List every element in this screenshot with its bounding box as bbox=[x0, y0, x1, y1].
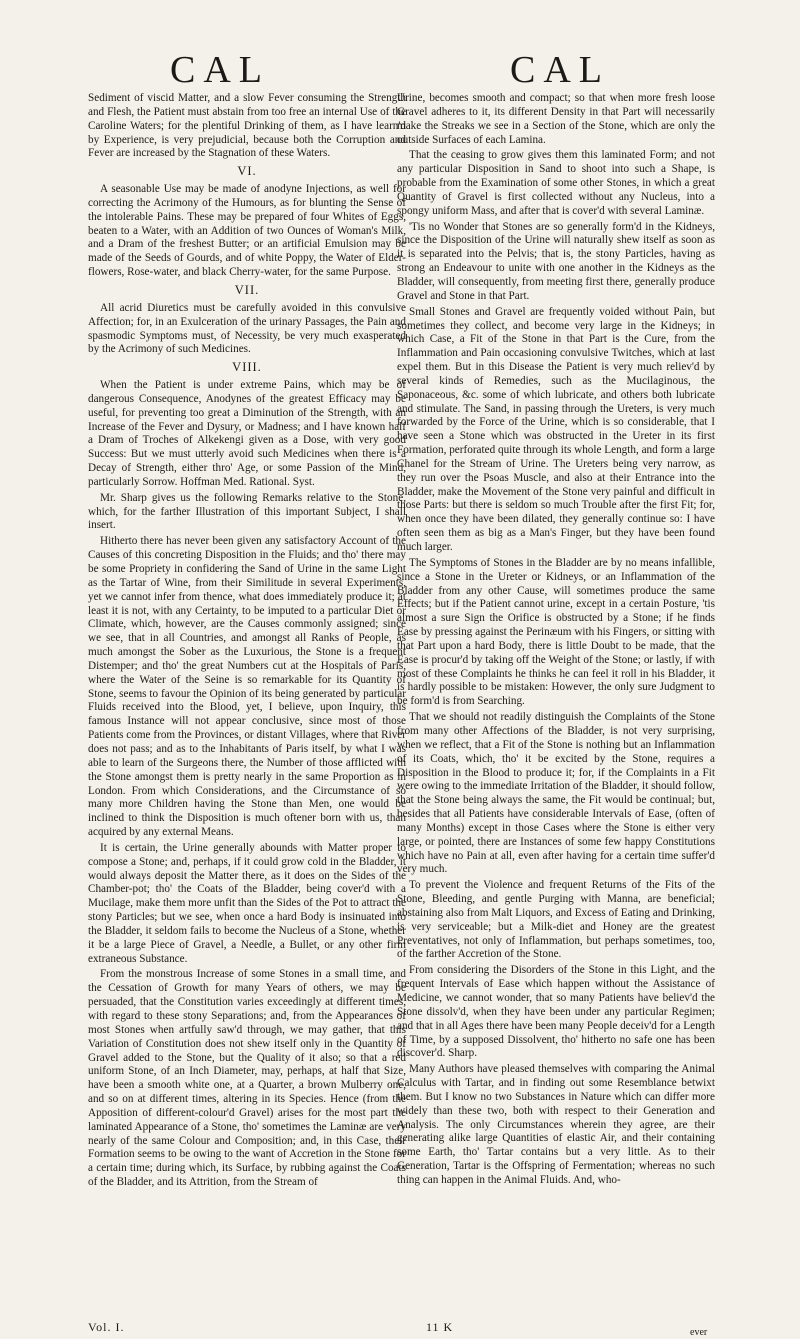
paragraph: That the ceasing to grow gives them this laminated Form; and not any particular Disposition in Sand to shoot into such a Shape, is probable from the Examination of some other Stones, in which a great Quantity of Gravel is first collected without any Nucleus, into a spongy uniform Mass, and after that is cover'd with several Laminæ. bbox=[397, 149, 715, 217]
paragraph: Hitherto there has never been given any satisfactory Account of the Causes of this concreting Disposition in the Fluids; and tho' there may be some Propriety in confidering the Sand of Urine in the same Light as the Tartar of Wine, from their Similitude in several Experiments, yet we cannot infer from thence, what does immediately produce it; at least it is not, with any Certainty, to be imputed to a particular Diet or Climate, which, however, are the Causes commonly assigned; since we see, that in all Countries, and amongst all Ranks of People, as much amongst the Sober as the Luxurious, the Stone is a frequent Distemper; and tho' the great Numbers cut at the Hospitals of Paris, where the Water of the Seine is so remarkable for its Quantity of Stone, seems to favour the Opinion of its being generated by particular Fluids received into the Blood, yet, I believe, upon Inquiry, this famous Instance will not appear conclusive, since most of those Patients come from the Provinces, or distant Villages, where that River does not pass; and as to the Inhabitants of Paris itself, by what I was able to learn of the Surgeons there, the Number of those afflicted with the Stone amongst them is pretty nearly in the same Proportion as in London. From which Considerations, and the Circumstance of so many more Children having the Stone than Men, one would be inclined to think the Disposition is much oftener born with us, than acquired by any external Means. bbox=[88, 535, 406, 839]
paragraph: Small Stones and Gravel are frequently voided without Pain, but sometimes they collect, and become very large in the Kidneys; in which Case, a Fit of the Stone in that Part is the Cure, from the Inflammation and Pain occasioning convulsive Twitches, which at last expel them. But in this Disease the Patient is very much reliev'd by several kinds of Remedies, such as the Mucilaginous, the Saponaceous, &c. some of which lubricate, and others both lubricate and stimulate. The Sand, in passing through the Ureters, is very much forwarded by the Force of the Urine, which is so considerable, that I have seen a Stone which was obstructed in the Ureter in its first Formation, perforated quite through its whole Length, and form a large Chanel for the Stream of Urine. The Ureters being very narrow, as they run over the Psoas Muscle, and also at their Entrance into the Bladder, make the Movement of the Stone very painful and difficult in those Parts: but there is seldom so much Trouble after the first Fit; for, when once they have been dilated, they generally continue so: I have often seen them as big as a Man's Finger, but they have been found much larger. bbox=[397, 305, 715, 553]
paragraph: To prevent the Violence and frequent Returns of the Fits of the Stone, Bleeding, and gentle Purging with Manna, are beneficial; abstaining also from Malt Liquors, and Excess of Eating and Drinking, is very serviceable; but a Milk-diet and Honey are the greatest Preventatives, not only of Inflammation, but perhaps sometimes, too, of the farther Accretion of the Stone. bbox=[397, 879, 715, 961]
left-column bbox=[88, 92, 406, 1192]
catchword: ever bbox=[690, 1327, 708, 1338]
signature-mark: 11 K bbox=[426, 1320, 454, 1334]
paragraph: The Symptoms of Stones in the Bladder are by no means infallible, since a Stone in the Ureter or Kidneys, or an Inflammation of the Bladder from any other Cause, will sometimes produce the same Effects; but if the Patient cannot urine, except in a certain Posture, 'tis almost a sure Sign the Orifice is obstructed by a Stone; if he finds Ease by pressing against the Perinæum with his Fingers, or sitting with that Part upon a hard Body, there is little Doubt to be made, that the Ease is procur'd by taking off the Weight of the Stone; or lastly, if with most of these Complaints he thinks he can feel it roll in his Bladder, it is hardly possible to be mistaken: However, the only sure Judgment to be form'd is from Searching. bbox=[397, 556, 715, 708]
section-heading: VI. bbox=[237, 164, 257, 179]
paragraph: Many Authors have pleased themselves with comparing the Animal Calculus with Tartar, and in finding out some Resemblance betwixt them. But I know no two Substances in Nature which can differ more widely than these two, both with respect to their Generation and Analysis. The only Circumstances wherein they agree, are their generating alike large Quantities of elastic Air, and their containing some Earth, tho' Tartar contains but a very little. As to their Generation, Tartar is the Offspring of Fermentation; whereas no such thing can happen in the Animal Fluids. And, who- bbox=[397, 1063, 715, 1186]
paragraph: Urine, becomes smooth and compact; so that when more fresh loose Gravel adheres to it, its different Density in that Part will necessarily make the Streaks we see in a Section of the Stone, which are only the outside Surfaces of each Lamina. bbox=[397, 92, 715, 146]
paragraph: From considering the Disorders of the Stone in this Light, and the frequent Intervals of Ease which happen without the Assistance of Medicine, we cannot wonder, that so many Patients have believ'd the Stone dissolv'd, when they have been under any particular Regimen; and that in all Ages there have been many People deceiv'd for a Length of Time, by a supposed Dissolvent, tho' hitherto no safe one has been discover'd. Sharp. bbox=[397, 964, 715, 1060]
section-heading: VIII. bbox=[232, 360, 262, 375]
paragraph: All acrid Diuretics must be carefully avoided in this convulsive Affection; for, in an Exulceration of the urinary Passages, the Pain and spasmodic Symptoms must, of Necessity, be very much exasperated by the Acrimony of such Medicines. bbox=[88, 301, 406, 356]
paragraph: A seasonable Use may be made of anodyne Injections, as well for correcting the Acrimony of the Humours, as for blunting the Sense of the intolerable Pains. These may be prepared of four Whites of Eggs, beaten to a Water, with an Addition of two Ounces of Woman's Milk, and a Dram of the freshest Butter; or an artificial Emulsion may be made of the Seeds of Gourds, and of white Poppy, the Water of Elder-flowers, Rose-water, and black Cherry-water, for the same Purpose. bbox=[88, 183, 406, 279]
paragraph: From the monstrous Increase of some Stones in a small time, and the Cessation of Growth for many Years of others, we may be persuaded, that the Constitution varies exceedingly at different times, with regard to these stony Separations; and, from the Appearances of most Stones when artfully saw'd through, we may gather, that this Variation of Constitution does not shew itself only in the Quantity of Gravel added to the Stone, but the Quality of it also; so that a red uniform Stone, of an Inch Diameter, may, perhaps, at half that Size, have been a smooth white one, at a Quarter, a brown Mulberry one, and so on at different times, altering in its Species. Hence (from the Apposition of different-colour'd Gravel) arises for the most part the laminated Appearance of a Stone, tho' sometimes the Laminæ are very nearly of the same Colour and Composition; and, in this Case, their Formation seems to be owing to the want of Accretion in the Stone for a certain time; during which, its Surface, by rubbing against the Coats of the Bladder, and its Attrition, from the Stream of bbox=[88, 968, 406, 1189]
running-head-left: CAL bbox=[170, 49, 270, 91]
paragraph: Mr. Sharp gives us the following Remarks relative to the Stone, which, for the farther Illustration of this important Subject, I shall insert. bbox=[88, 491, 406, 532]
paragraph: When the Patient is under extreme Pains, which may be of dangerous Consequence, Anodynes of the greatest Efficacy may be useful, for preventing too great a Diminution of the Strength, with an Increase of the Fever and Dysury, or Madness; and I have known half a Dram of Troches of Alkekengi given as a Dose, with very good Success: But we must utterly avoid such Medicines when there is a Decay of Strength, either thro' Age, or some Passion of the Mind, particularly Sorrow. Hoffman Med. Rational. Syst. bbox=[88, 379, 406, 488]
running-head-right: CAL bbox=[510, 49, 610, 91]
paragraph: It is certain, the Urine generally abounds with Matter proper to compose a Stone; and, perhaps, if it could grow cold in the Bladder, it would always deposit the Matter there, as it does on the Sides of the Chamber-pot; tho' the Coats of the Bladder, being cover'd with a Mucilage, make them more unfit than the Sides of the Pot to attract the stony Particles; but we see, when once a hard Body is insinuated into the Bladder, it seldom fails to become the Nucleus of a Stone, whether it be a large Piece of Gravel, a Needle, a Bullet, or any other firm extraneous Substance. bbox=[88, 841, 406, 965]
paragraph: That we should not readily distinguish the Complaints of the Stone from many other Affections of the Bladder, is not very surprising, when we reflect, that a Fit of the Stone is nothing but an Inflammation of its Coats, which, tho' it be excited by the Stone, requires a Disposition in the Blood to produce it; for, if the Complaints in a Fit were owing to the immediate Irritation of the Bladder, it should follow, that the Stone being always the same, the Fit would be continual; but, besides that all Patients have considerable Intervals of Ease, (often of many Months) except in those Cases where the Stone is either very large, or pointed, there are Instances of some few happy Constitutions which have no Pain at all, even after having for a certain time suffer'd very much. bbox=[397, 711, 715, 876]
volume-label: Vol. I. bbox=[88, 1320, 125, 1334]
section-heading: VII. bbox=[234, 282, 260, 297]
paragraph: Sediment of viscid Matter, and a slow Fever consuming the Strength and Flesh, the Patient must abstain from too free an internal Use of the Caroline Waters; for the plentiful Drinking of them, as I have learn'd by Experience, is very prejudicial, because both the Corruption and Fever are increased by the Stagnation of these Waters. bbox=[88, 92, 406, 160]
paragraph: 'Tis no Wonder that Stones are so generally form'd in the Kidneys, since the Disposition of the Urine will naturally shew itself as soon as it is separated into the Pelvis; that is, the stony Particles, having as strong an Endeavour to unite with one another in the Kidneys as the Bladder, will consequently, from meeting first there, generally produce Gravel and Stone in that Part. bbox=[397, 220, 715, 302]
right-column bbox=[397, 92, 715, 1190]
